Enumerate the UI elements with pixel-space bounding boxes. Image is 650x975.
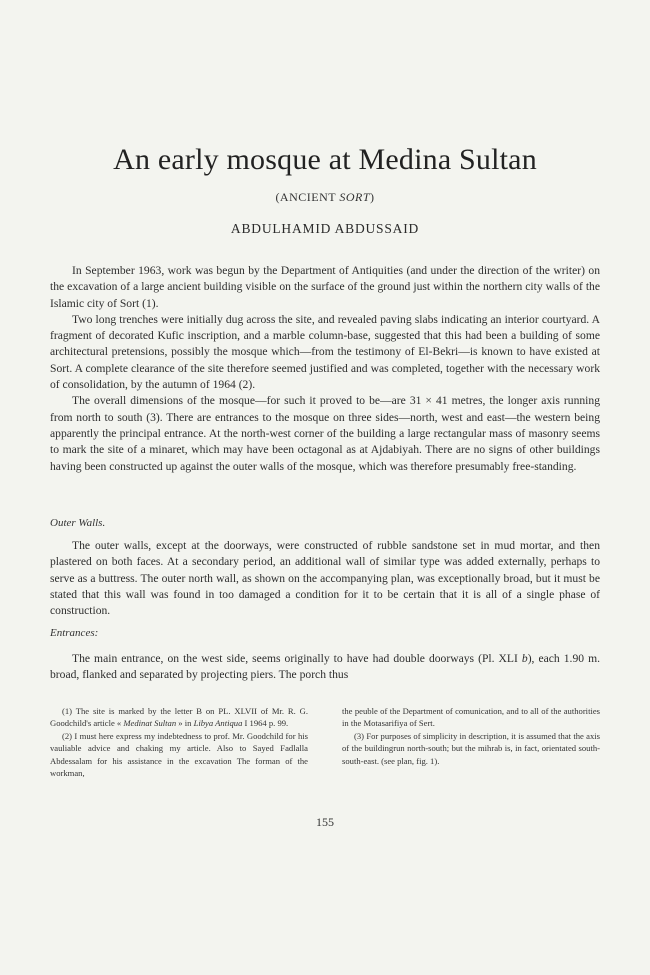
- footnote-2-continued: the peuble of the Department of comunication, and to all of the authorities in the Motasarifiya of Sert.: [342, 706, 600, 729]
- footnotes-left-column: [50, 705, 308, 779]
- outer-walls-heading: Outer Walls.: [50, 517, 106, 529]
- intro-section: [50, 263, 600, 475]
- outer-walls-section: [50, 538, 600, 619]
- footnote-1-journal: Libya Antiqua: [193, 718, 243, 729]
- article-subtitle: [50, 190, 600, 205]
- intro-paragraph-1: In September 1963, work was begun by the Department of Antiquities (and under the direction of the writer) on the excavation of a large ancient building visible on the surface of the ground just within the northern city walls of the Islamic city of Sort (1).: [50, 264, 600, 310]
- entrances-heading: Entrances:: [50, 627, 99, 639]
- entrances-section: [50, 651, 600, 684]
- subtitle-italic: SORT: [339, 190, 371, 204]
- page-number: 155: [316, 815, 334, 829]
- article-author: ABDULHAMID ABDUSSAID: [230, 221, 420, 236]
- footnote-1-mid: » in: [176, 718, 194, 729]
- footnote-2: (2) I must here express my indebtedness to prof. Mr. Goodchild for his vauliable advice and chaking my article. Also to Sayed Fadlalla Abdessalam for his assistance in the excavation The forman of the workman,: [50, 730, 308, 779]
- entrances-text-italic: b: [521, 652, 528, 665]
- entrances-paragraph: [50, 651, 600, 684]
- article-title: An early mosque at Medina Sultan: [113, 143, 537, 176]
- intro-paragraph-3: The overall dimensions of the mosque—for such it proved to be—are 31 × 41 metres, the longer axis running from north to south (3). There are entrances to the mosque on three sides—north, west and east—the western being apparently the principal entrance. At the north-west corner of the building a large rectangular mass of masonry seems to mark the site of a minaret, which may have been octagonal as at Ajdabiyah. There are no signs of other buildings having been constructed up against the outer walls of the mosque, which was therefore presumably free-standing.: [50, 394, 600, 473]
- paper-page: [50, 0, 600, 975]
- footnote-1: [50, 705, 308, 730]
- entrances-text-before: The main entrance, on the west side, seems originally to have had double doorways (Pl. XLI: [72, 652, 522, 665]
- footnotes-right-column: [342, 705, 600, 779]
- footnote-1-article-title: Medinat Sultan: [123, 718, 177, 729]
- intro-paragraph-2: Two long trenches were initially dug across the site, and revealed paving slabs indicating an interior courtyard. A fragment of decorated Kufic inscription, and a marble column-base, suggested that this had been a building of some architectural pretensions, possibly the mosque which—from the testimony of El-Bekri—is known to have existed at Sort. A complete clearance of the site therefore seemed justified and was completed, together with the necessary work of consolidation, by the autumn of 1964 (2).: [50, 312, 600, 392]
- outer-walls-paragraph: The outer walls, except at the doorways, were constructed of rubble sandstone set in mud mortar, and then plastered on both faces. At a secondary period, an additional wall of similar type was added externally, perhaps to serve as a buttress. The outer north wall, as shown on the accompanying plan, was exceptionally broad, but it must be stated that this wall was found in too damaged a condition for it to be certain that it is all of a single phase of construction.: [50, 539, 600, 618]
- subtitle-suffix: ): [370, 190, 375, 204]
- footnote-3: (3) For purposes of simplicity in description, it is assumed that the axis of the buildingrun north-south; but the mihrab is, in fact, orientated south-south-east. (see plan, fig. 1).: [342, 730, 600, 766]
- footnote-1-end: I 1964 p. 99.: [242, 718, 289, 729]
- footnote-1-text: (1) The site is marked by the letter B on PL. XLVII of Mr. R. G. Goodchild's article «: [50, 706, 308, 729]
- footnotes: [50, 705, 600, 779]
- subtitle-prefix: (ANCIENT: [275, 190, 340, 204]
- entrances-text-after: ), each 1.90 m. broad, flanked and separated by projecting piers. The porch thus: [50, 652, 600, 682]
